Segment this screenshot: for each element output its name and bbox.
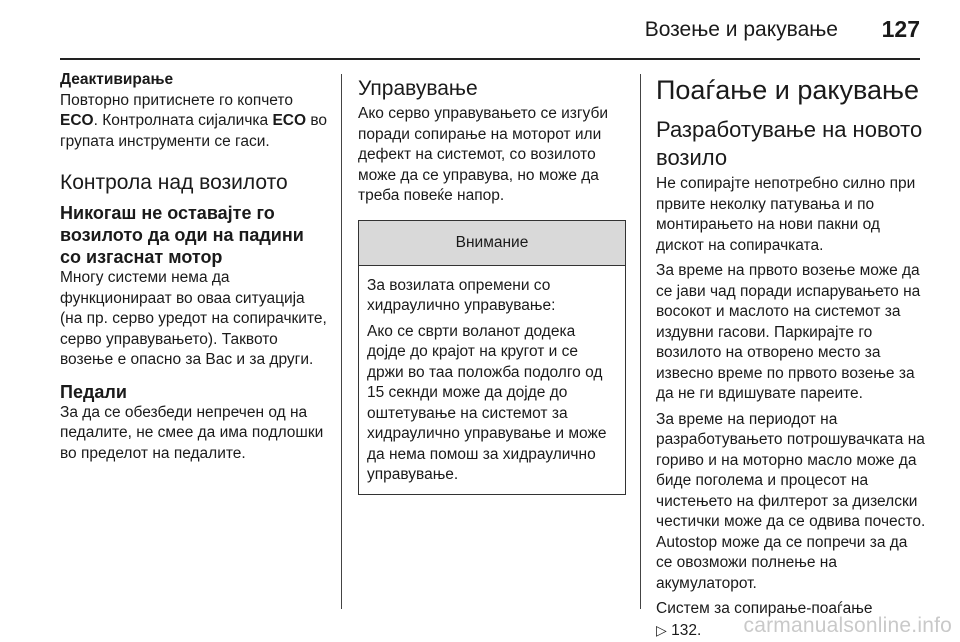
caution-body bbox=[359, 266, 625, 494]
deactivate-text-part: . Контролната сијаличка bbox=[93, 112, 269, 129]
breakin-paragraph: Не сопирајте непотребно силно при првите неколку патувања и по монтирањето на нови пакни од дискот на сопирачката. bbox=[656, 175, 916, 254]
arrow-right-icon: ▷ bbox=[656, 621, 667, 638]
eco-lamp-label: ECO bbox=[272, 112, 307, 129]
header-rule bbox=[60, 58, 920, 60]
pedals-heading: Педали bbox=[60, 381, 127, 402]
breakin-paragraph: За време на првото возење може да се јави чад поради испарувањето на восокот и маслото на системот за издувни гасови. Паркирајте го возилото на отворено место за извесно време по првото возење за да не ги вдишувате пареите. bbox=[656, 262, 921, 402]
column-3 bbox=[656, 70, 926, 641]
steering-heading: Управување bbox=[358, 77, 478, 100]
reference-page-number: 132. bbox=[671, 621, 702, 639]
watermark: carmanualsonline.info bbox=[743, 614, 952, 637]
caution-paragraph: Ако се сврти воланот додека дојде до крајот на кругот и се држи во таа положба подолго од 15 секнди може да дојде до оштетување на системот за хидраулично управување и може да нема помош за хидраулично управување. bbox=[367, 322, 607, 483]
eco-button-label: ECO bbox=[60, 112, 94, 129]
caution-title: Внимание bbox=[359, 221, 625, 266]
pedals-text: За да се обезбеди непречен од на педалите, не смее да има подлошки во пределот на педалите. bbox=[60, 403, 324, 462]
steering-text: Ако серво управувањето се изгуби поради сопирање на моторот или дефект на системот, со возилото може да се управува, но може да треба повеќе напор. bbox=[358, 105, 609, 204]
page-header bbox=[0, 0, 960, 58]
deactivate-heading: Деактивирање bbox=[60, 71, 174, 88]
deactivate-text-part: во групата инструменти се гаси. bbox=[60, 112, 328, 150]
breakin-paragraph: За време на периодот на разработувањето потрошувачката на гориво и на моторно масло може да биде поголема и процесот на чистењето на филтерот за дизелски честички може да се одвива почесто. Autostop може да се попречи за да се овозможи полнење на акумулаторот. bbox=[656, 410, 926, 592]
running-title: Возење и ракување bbox=[644, 18, 838, 41]
deactivate-text-part: Повторно притиснете го копчето bbox=[60, 91, 293, 109]
column-divider-2 bbox=[640, 74, 641, 609]
caution-paragraph: За возилата опремени со хидраулично управување: bbox=[367, 276, 556, 314]
column-divider-1 bbox=[341, 74, 342, 609]
column-1 bbox=[60, 70, 328, 464]
never-coast-text: Многу системи нема да функционираат во оваа ситуација (на пр. серво уредот на сопирачките, серво управувањето). Таквото возење е опасно за Вас и за други. bbox=[60, 269, 327, 368]
stop-start-label: Систем за сопирање-поаѓање bbox=[656, 600, 873, 617]
deactivate-text bbox=[60, 91, 328, 153]
column-2 bbox=[358, 70, 626, 495]
breakin-heading: Разработување на новото возило bbox=[656, 117, 923, 170]
vehicle-control-heading: Контрола над возилото bbox=[60, 171, 288, 194]
starting-operating-heading: Поаѓање и ракување bbox=[656, 75, 919, 105]
never-coast-heading: Никогаш не оставајте го возилото да оди на падини со изгаснат мотор bbox=[60, 203, 304, 267]
page-reference-link[interactable] bbox=[656, 622, 701, 639]
caution-box bbox=[358, 220, 626, 495]
page-number: 127 bbox=[881, 16, 920, 42]
